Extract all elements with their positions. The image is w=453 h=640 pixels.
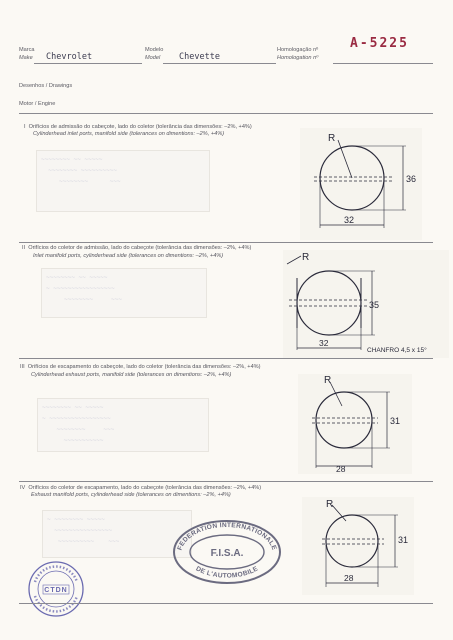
section-i-width-dim: 32 [344,215,355,225]
make-value: Chevrolet [46,52,93,62]
ctdn-center-text: CTDN [44,587,68,594]
section-i-radius-label: R [328,133,336,144]
modelo-label: Modelo [145,47,164,53]
section-iii-height-dim: 31 [390,416,401,426]
section-iv-roman: IV [20,485,26,491]
section-ii-roman: II [22,245,26,251]
footer-divider [19,603,433,604]
section-iii-divider [19,481,433,482]
section-iii-port-svg [298,374,412,474]
section-ii-chamfer-note: CHANFRO 4,5 x 15° [367,347,427,354]
ctdn-stamp [27,560,85,618]
fisa-bottom-text: DE L'AUTOMOBILE [194,565,260,580]
section-i-drawing [300,128,422,240]
ctdn-stamp-svg [27,560,85,618]
fisa-top-text: FEDERATION INTERNATIONALE [176,521,278,552]
motor-divider [19,113,433,114]
section-iii-radius-label: R [324,375,332,386]
fisa-stamp-svg [171,518,283,586]
section-iv-drawing [302,497,414,595]
section-ii-divider [19,358,433,359]
model-value: Chevette [179,52,220,62]
model-label: Model [145,55,161,61]
section-ii-radius-label: R [302,252,310,263]
section-iii-roman: III [20,364,25,370]
section-iv-height-dim: 31 [398,535,409,545]
section-iv-width-dim: 28 [344,573,354,583]
section-i-roman: I [24,124,26,130]
section-ii-port-svg [283,250,449,358]
section-i-title-pt: I Orifícios de admissão do cabeçote, lado do coletor (tolerância das dimensões: –2%, +4%) [24,124,252,130]
marca-label: Marca [19,47,35,53]
svg-text:DE L'AUTOMOBILE [195,565,260,579]
fisa-center-text: F.I.S.A. [210,548,244,559]
section-iii-drawing [298,374,412,474]
section-i-port-svg [300,128,422,240]
section-iv-pasted-label: ~ ~~~~~~~~ ~~~~~ ~~~~~~~~~~~~~~~~ ~~~~~~~~~~ ~~~ [42,510,192,558]
section-ii-height-dim: 35 [369,300,380,310]
section-i-title-en: Cylinderhead inlet ports, manifold side (tolerances on dimentions: –2%, +4%) [33,131,225,137]
section-ii-title-en: Inlet manifold ports, cylinderhead side (tolerances on dimentions: –2%, +4%) [33,253,224,259]
section-iii-title-pt: III Orifícios de escapamento do cabeçote, lado do coletor (tolerância das dimensões: –2%, +4%) [20,364,261,370]
homologation-underline [333,63,433,64]
section-ii-pasted-label: ~~~~~~~~ ~~ ~~~~~ ~ ~~~~~~~~~~~~~~~~~ ~~~~~~~~ ~~~ [41,268,207,318]
section-ii-width-dim: 32 [319,338,329,348]
homologation-number: A-5225 [350,36,409,51]
fisa-stamp [171,518,283,586]
section-i-divider [19,242,433,243]
homologacao-label: Homologação nº [277,47,319,53]
section-iv-title-pt: IV Orifícios do coletor de escapamento, lado do cabeçote (tolerância das dimensões: –2%, +4%) [20,485,262,491]
section-iv-radius-label: R [326,499,334,510]
section-i-height-dim: 36 [406,174,417,184]
section-iv-title-en: Exhaust manifold ports, cylinderhead side (tolerances on dimentions: –2%, +4%) [31,492,231,498]
desenhos-label: Desenhos / Drawings [19,83,73,89]
section-ii-drawing [283,250,449,358]
homologation-label: Homologation nº [277,55,319,61]
section-iii-width-dim: 28 [336,464,346,474]
section-ii-title-pt: II Orifícios do coletor de admissão, lado do cabeçote (tolerância das dimensões: –2%, +4%) [22,245,252,251]
section-iv-port-svg [302,497,414,595]
make-underline [34,63,142,64]
model-underline [163,63,276,64]
make-label: Make [19,55,33,61]
section-iii-pasted-label: ~~~~~~~~ ~~ ~~~~~ ~ ~~~~~~~~~~~~~~~~~ ~~~~~~~~ ~~~ ~~~~~~~~~~~ [37,398,209,452]
motor-label: Motor / Engine [19,101,56,107]
section-iii-title-en: Cylinderhead exhaust ports, manifold side (tolerances on dimentions: –2%, +4%) [31,372,232,378]
section-i-pasted-label: ~~~~~~~~ ~~ ~~~~~ ~~~~~~~~ ~~~~~~~~~~ ~~~~~~~~ ~~~ [36,150,210,212]
